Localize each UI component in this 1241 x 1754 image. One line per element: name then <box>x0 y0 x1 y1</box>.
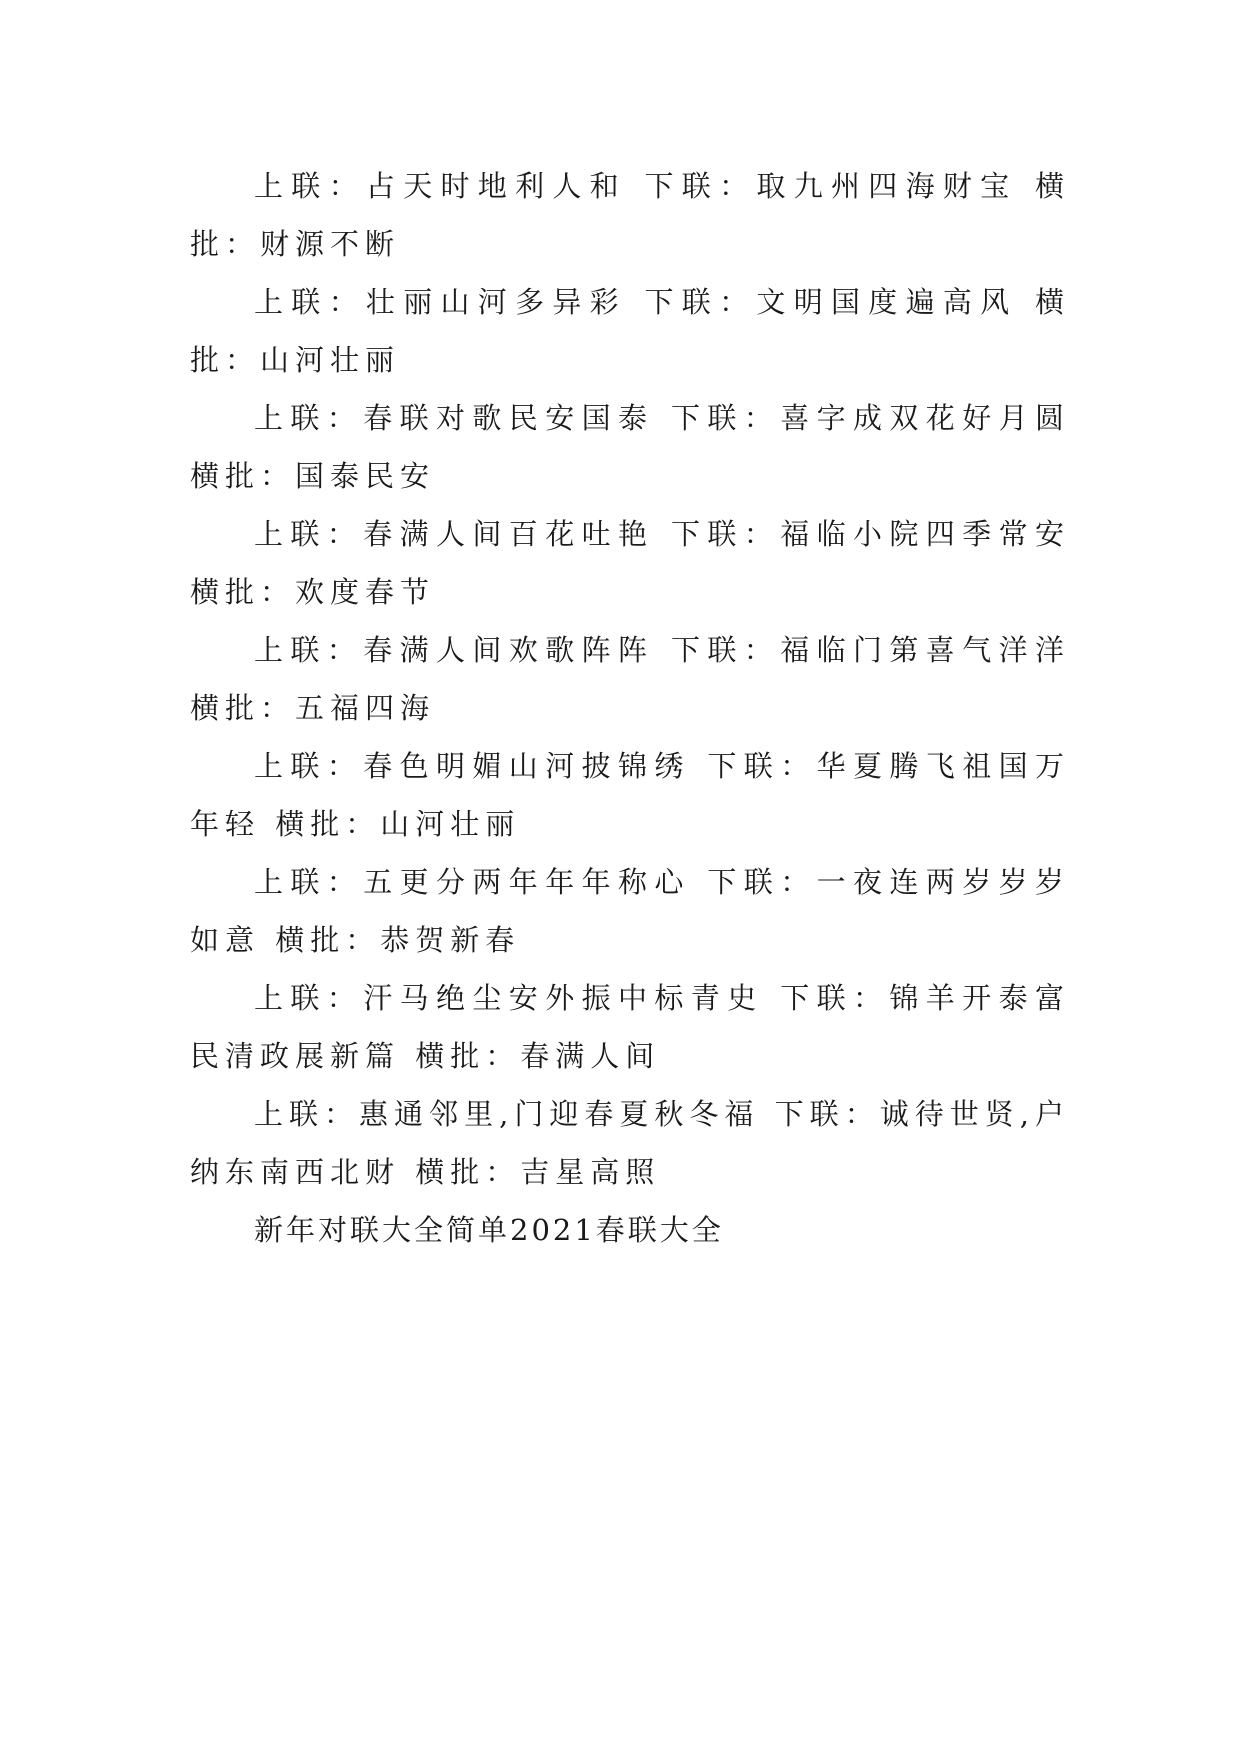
couplet-paragraph: 上联：春满人间欢歌阵阵 下联：福临门第喜气洋洋 横批：五福四海 <box>190 633 1070 725</box>
couplet-paragraph: 上联：壮丽山河多异彩 下联：文明国度遍高风 横批：山河壮丽 <box>190 285 1070 377</box>
couplet-paragraph: 上联：惠通邻里,门迎春夏秋冬福 下联：诚待世贤,户纳东南西北财 横批：吉星高照 <box>190 1097 1070 1189</box>
couplet-paragraph: 上联：占天时地利人和 下联：取九州四海财宝 横批：财源不断 <box>190 169 1070 261</box>
section-heading: 新年对联大全简单2021春联大全 <box>254 1213 724 1247</box>
couplet-paragraph: 上联：春满人间百花吐艳 下联：福临小院四季常安 横批：欢度春节 <box>190 517 1070 609</box>
document-body <box>190 157 1070 1259</box>
couplet-paragraph: 上联：汗马绝尘安外振中标青史 下联：锦羊开泰富民清政展新篇 横批：春满人间 <box>190 981 1070 1073</box>
couplet-paragraph: 上联：春色明媚山河披锦绣 下联：华夏腾飞祖国万年轻 横批：山河壮丽 <box>190 749 1070 841</box>
couplet-paragraph: 上联：春联对歌民安国泰 下联：喜字成双花好月圆 横批：国泰民安 <box>190 401 1070 493</box>
couplet-paragraph: 上联：五更分两年年年称心 下联：一夜连两岁岁岁如意 横批：恭贺新春 <box>190 865 1070 957</box>
